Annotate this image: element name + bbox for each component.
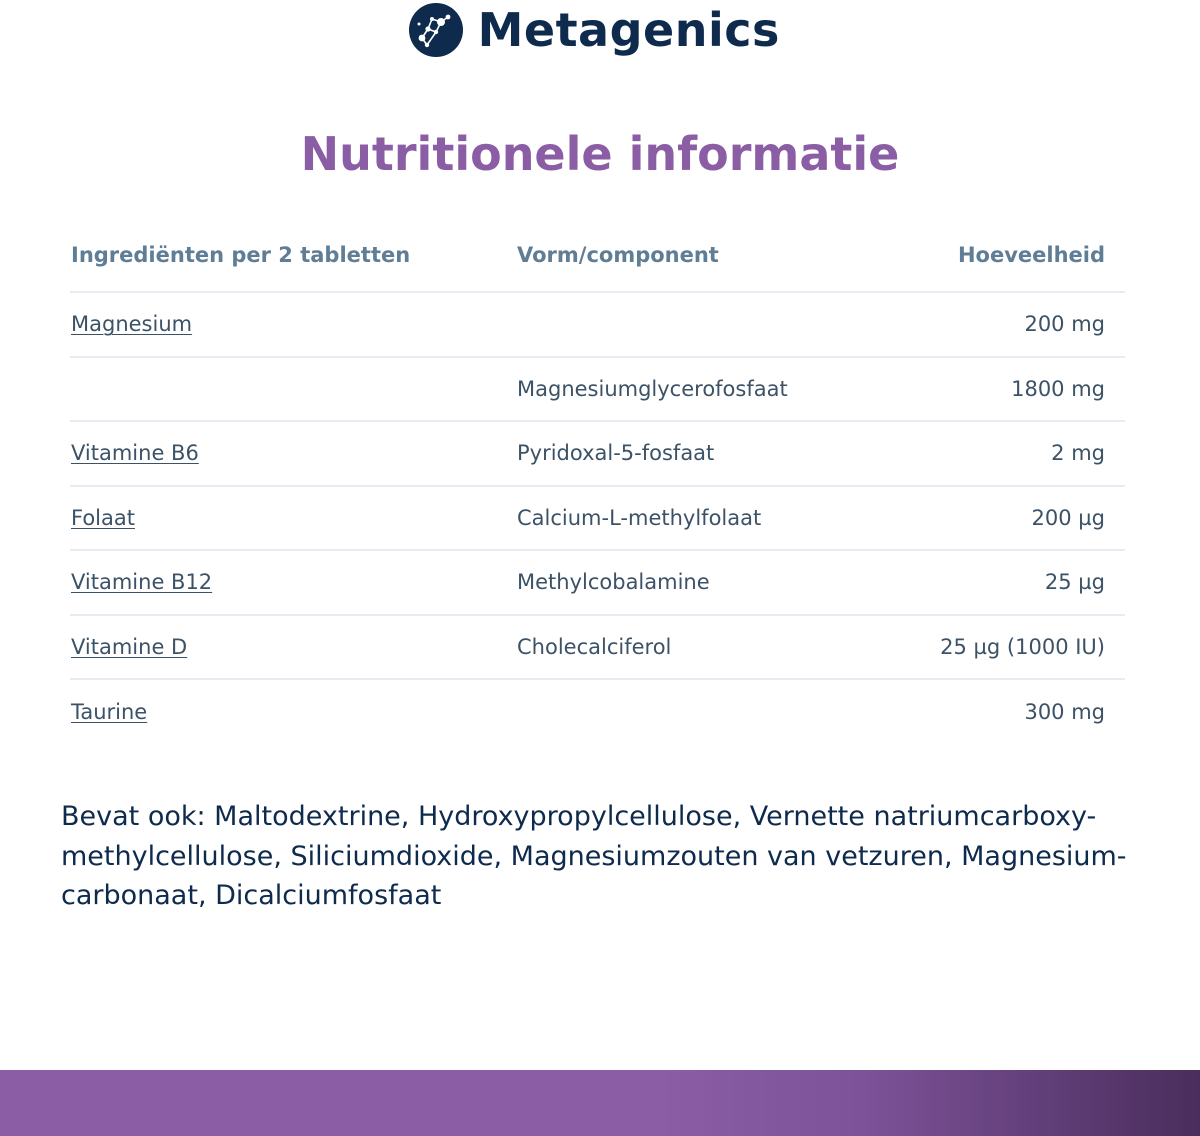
ingredient-cell <box>70 504 517 532</box>
nutrition-table <box>70 218 1125 745</box>
page-title: Nutritionele informatie <box>300 127 900 181</box>
form-cell: Calcium-L-methylfolaat <box>517 505 762 530</box>
ingredient-cell <box>70 439 517 467</box>
table-row <box>70 616 1125 681</box>
amount-cell: 200 µg <box>1031 505 1105 530</box>
table-row <box>70 422 1125 487</box>
table-row <box>70 293 1125 358</box>
header <box>0 0 1200 60</box>
molecule-globe-icon <box>408 2 464 58</box>
form-cell: Methylcobalamine <box>517 570 710 595</box>
amount-cell: 2 mg <box>1051 441 1105 466</box>
amount-cell: 200 mg <box>1024 312 1105 337</box>
brand-name: Metagenics <box>477 3 780 57</box>
form-cell: Pyridoxal-5-fosfaat <box>517 441 715 466</box>
ingredient-link-taurine[interactable]: Taurine <box>71 700 148 725</box>
form-cell: Cholecalciferol <box>517 634 672 659</box>
header-amount: Hoeveelheid <box>957 242 1105 267</box>
brand-logo[interactable] <box>408 2 793 58</box>
table-row <box>70 680 1125 745</box>
ingredient-cell <box>70 568 517 596</box>
ingredient-link-vitamine-d[interactable]: Vitamine D <box>71 634 188 659</box>
ingredient-cell <box>70 698 517 726</box>
amount-cell: 300 mg <box>1024 700 1105 725</box>
ingredient-cell <box>70 310 517 338</box>
also-contains-text <box>61 797 1141 916</box>
amount-cell: 1800 mg <box>1011 376 1105 401</box>
header-form: Vorm/component <box>517 242 719 267</box>
amount-cell: 25 µg <box>1044 570 1105 595</box>
header-ingredients: Ingrediënten per 2 tabletten <box>71 242 411 267</box>
ingredient-link-vitamine-b12[interactable]: Vitamine B12 <box>71 570 213 595</box>
ingredient-cell <box>70 633 517 661</box>
table-row <box>70 487 1125 552</box>
table-header <box>70 218 1125 293</box>
table-row <box>70 551 1125 616</box>
ingredient-link-magnesium[interactable]: Magnesium <box>71 312 193 337</box>
also-contains-line: Bevat ook: Maltodextrine, Hydroxypropylcellulose, Vernette natriumcarboxy- <box>61 801 1097 832</box>
footer-band <box>0 1070 1200 1136</box>
ingredient-link-folaat[interactable]: Folaat <box>71 505 135 530</box>
amount-cell: 25 µg (1000 IU) <box>940 634 1105 659</box>
table-row <box>70 358 1125 423</box>
also-contains-line: methylcellulose, Siliciumdioxide, Magnesiumzouten van vetzuren, Magnesium- <box>61 840 1127 872</box>
also-contains-line: carbonaat, Dicalciumfosfaat <box>61 880 442 911</box>
ingredient-link-vitamine-b6[interactable]: Vitamine B6 <box>71 441 199 466</box>
form-cell: Magnesiumglycerofosfaat <box>517 376 788 401</box>
